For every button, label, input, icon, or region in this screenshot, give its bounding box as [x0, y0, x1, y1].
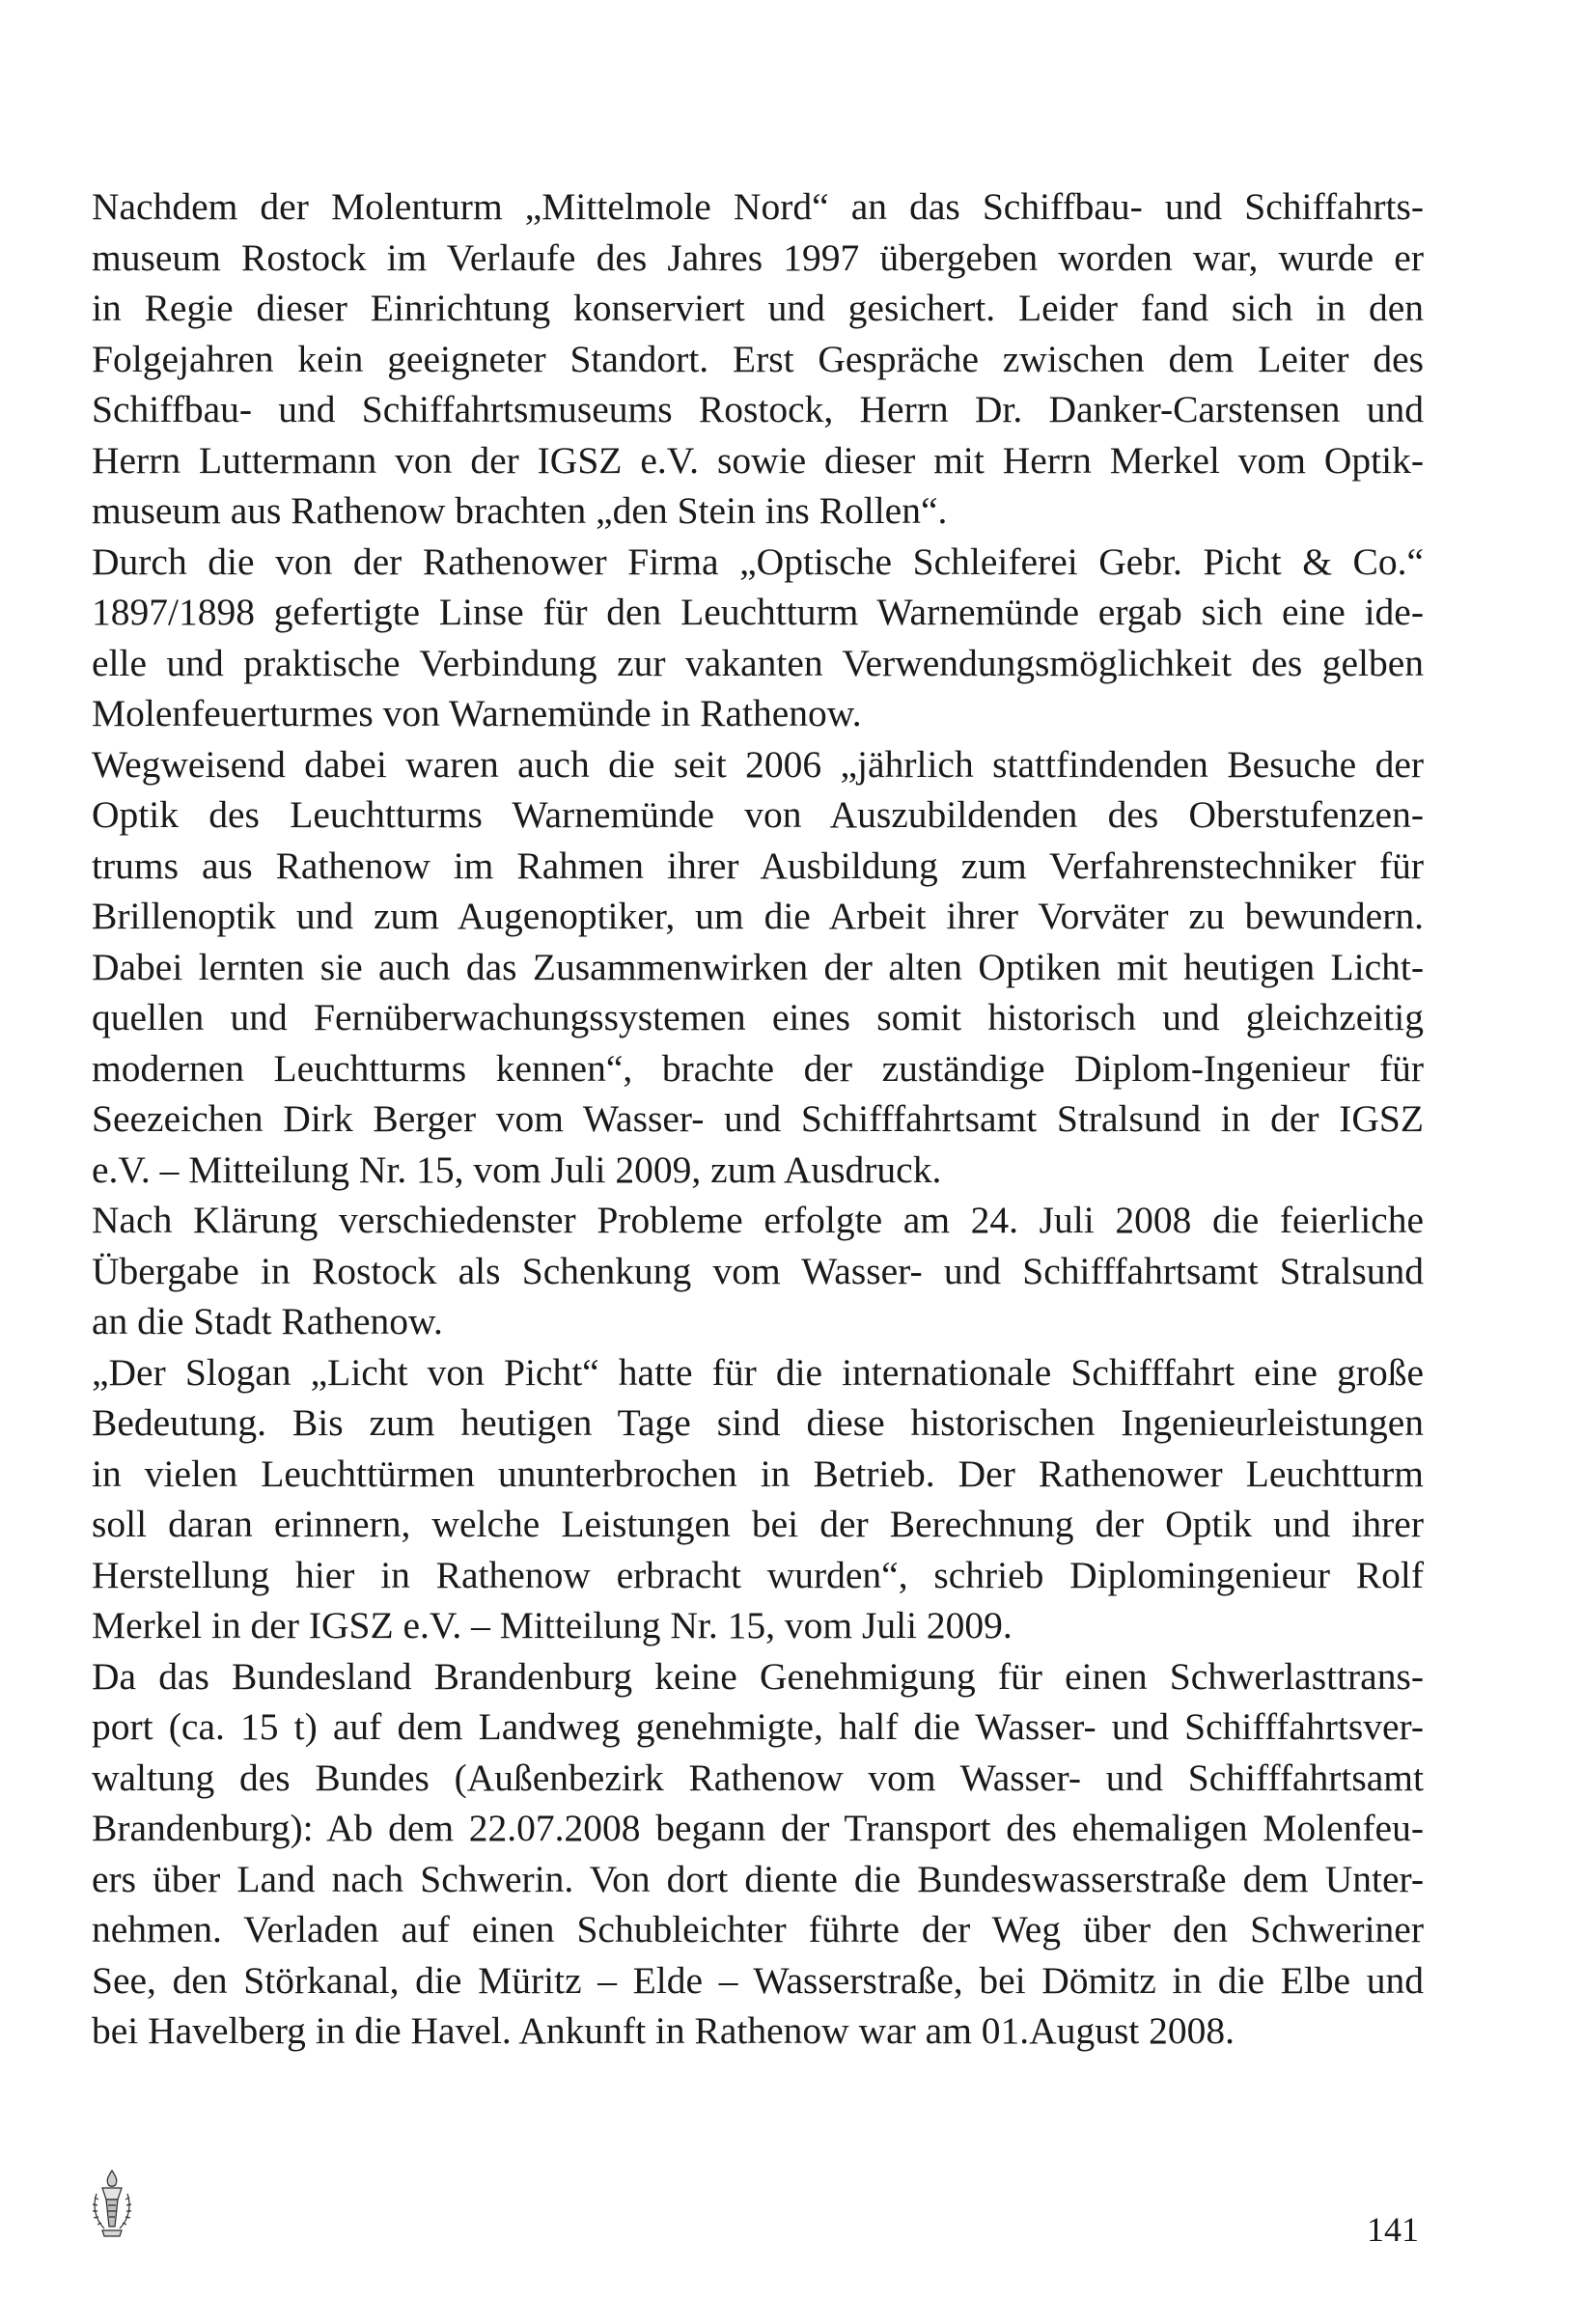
text-line: e.V. – Mitteilung Nr. 15, vom Juli 2009, zum Ausdruck.	[92, 1148, 942, 1191]
text-line: trums aus Rathenow im Rahmen ihrer Ausbildung zum Verfahrenstechniker für	[92, 844, 1424, 887]
paragraph	[92, 1651, 1424, 2057]
text-line: soll daran erinnern, welche Leistungen bei der Berechnung der Optik und ihrer	[92, 1503, 1424, 1545]
text-line: Folgejahren kein geeigneter Standort. Erst Gespräche zwischen dem Leiter des	[92, 337, 1424, 380]
text-line: Wegweisend dabei waren auch die seit 2006 „jährlich stattfindenden Besuche der	[92, 742, 1424, 786]
text-line: in vielen Leuchttürmen ununterbrochen in Betrieb. Der Rathenower Leuchtturm	[92, 1452, 1424, 1495]
text-line: Herrn Luttermann von der IGSZ e.V. sowie dieser mit Herrn Merkel vom Optik-	[92, 438, 1424, 482]
text-line: Da das Bundesland Brandenburg keine Genehmigung für einen Schwerlasttrans-	[92, 1654, 1424, 1698]
text-line: quellen und Fernüberwachungssystemen eines somit historisch und gleichzeitig	[92, 996, 1424, 1038]
text-line: Optik des Leuchtturms Warnemünde von Auszubildenden des Oberstufenzen-	[92, 793, 1424, 836]
paragraph	[92, 537, 1424, 739]
text-line: Molenfeuerturmes von Warnemünde in Rathenow.	[92, 692, 862, 734]
text-line: museum aus Rathenow brachten „den Stein ins Rollen“.	[92, 489, 948, 532]
text-line: an die Stadt Rathenow.	[92, 1300, 443, 1342]
text-line: Bedeutung. Bis zum heutigen Tage sind diese historischen Ingenieurleistungen	[92, 1401, 1424, 1444]
text-line: in Regie dieser Einrichtung konserviert und gesichert. Leider fand sich in den	[92, 287, 1424, 329]
page-number: 141	[1367, 2210, 1419, 2249]
text-line: Dabei lernten sie auch das Zusammenwirken der alten Optiken mit heutigen Licht-	[92, 945, 1424, 988]
text-line: Herstellung hier in Rathenow erbracht wurden“, schrieb Diplomingenieur Rolf	[92, 1553, 1424, 1596]
text-line: Brandenburg): Ab dem 22.07.2008 begann der Transport des ehemaligen Molenfeu-	[92, 1807, 1424, 1849]
paragraph	[92, 739, 1424, 1196]
text-line: nehmen. Verladen auf einen Schubleichter führte der Weg über den Schweriner	[92, 1908, 1424, 1950]
paragraph	[92, 1195, 1424, 1347]
text-line: Schiffbau- und Schiffahrtsmuseums Rostock, Herrn Dr. Danker-Carstensen und	[92, 388, 1424, 430]
text-line: Übergabe in Rostock als Schenkung vom Wasser- und Schifffahrtsamt Stralsund	[92, 1249, 1424, 1292]
text-line: Merkel in der IGSZ e.V. – Mitteilung Nr. 15, vom Juli 2009.	[92, 1604, 1013, 1646]
torch-emblem-icon	[85, 2167, 139, 2240]
text-line: See, den Störkanal, die Müritz – Elde – Wasserstraße, bei Dömitz in die Elbe und	[92, 1958, 1424, 2002]
text-line: 1897/1898 gefertigte Linse für den Leuchtturm Warnemünde ergab sich eine ide-	[92, 591, 1424, 633]
text-line: Nach Klärung verschiedenster Probleme erfolgte am 24. Juli 2008 die feierliche	[92, 1199, 1424, 1241]
text-line: port (ca. 15 t) auf dem Landweg genehmigte, half die Wasser- und Schifffahrtsver-	[92, 1705, 1424, 1748]
paragraph	[92, 1347, 1424, 1651]
body-text	[92, 181, 1424, 2057]
text-line: elle und praktische Verbindung zur vakanten Verwendungsmöglichkeit des gelben	[92, 641, 1424, 684]
text-line: Nachdem der Molenturm „Mittelmole Nord“ an das Schiffbau- und Schiffahrts-	[92, 185, 1424, 228]
text-line: museum Rostock im Verlaufe des Jahres 1997 übergeben worden war, wurde er	[92, 235, 1424, 279]
text-line: ers über Land nach Schwerin. Von dort diente die Bundeswasserstraße dem Unter-	[92, 1857, 1424, 1900]
text-line: modernen Leuchtturms kennen“, brachte der zuständige Diplom-Ingenieur für	[92, 1046, 1424, 1090]
text-line: Seezeichen Dirk Berger vom Wasser- und Schifffahrtsamt Stralsund in der IGSZ	[92, 1097, 1424, 1140]
text-line: Brillenoptik und zum Augenoptiker, um die Arbeit ihrer Vorväter zu bewundern.	[92, 895, 1424, 937]
text-line: Durch die von der Rathenower Firma „Optische Schleiferei Gebr. Picht & Co.“	[92, 540, 1424, 583]
text-line: bei Havelberg in die Havel. Ankunft in Rathenow war am 01.August 2008.	[92, 2009, 1235, 2052]
text-line: „Der Slogan „Licht von Picht“ hatte für die internationale Schifffahrt eine große	[92, 1350, 1424, 1394]
paragraph	[92, 181, 1424, 537]
text-line: waltung des Bundes (Außenbezirk Rathenow vom Wasser- und Schifffahrtsamt	[92, 1756, 1424, 1799]
